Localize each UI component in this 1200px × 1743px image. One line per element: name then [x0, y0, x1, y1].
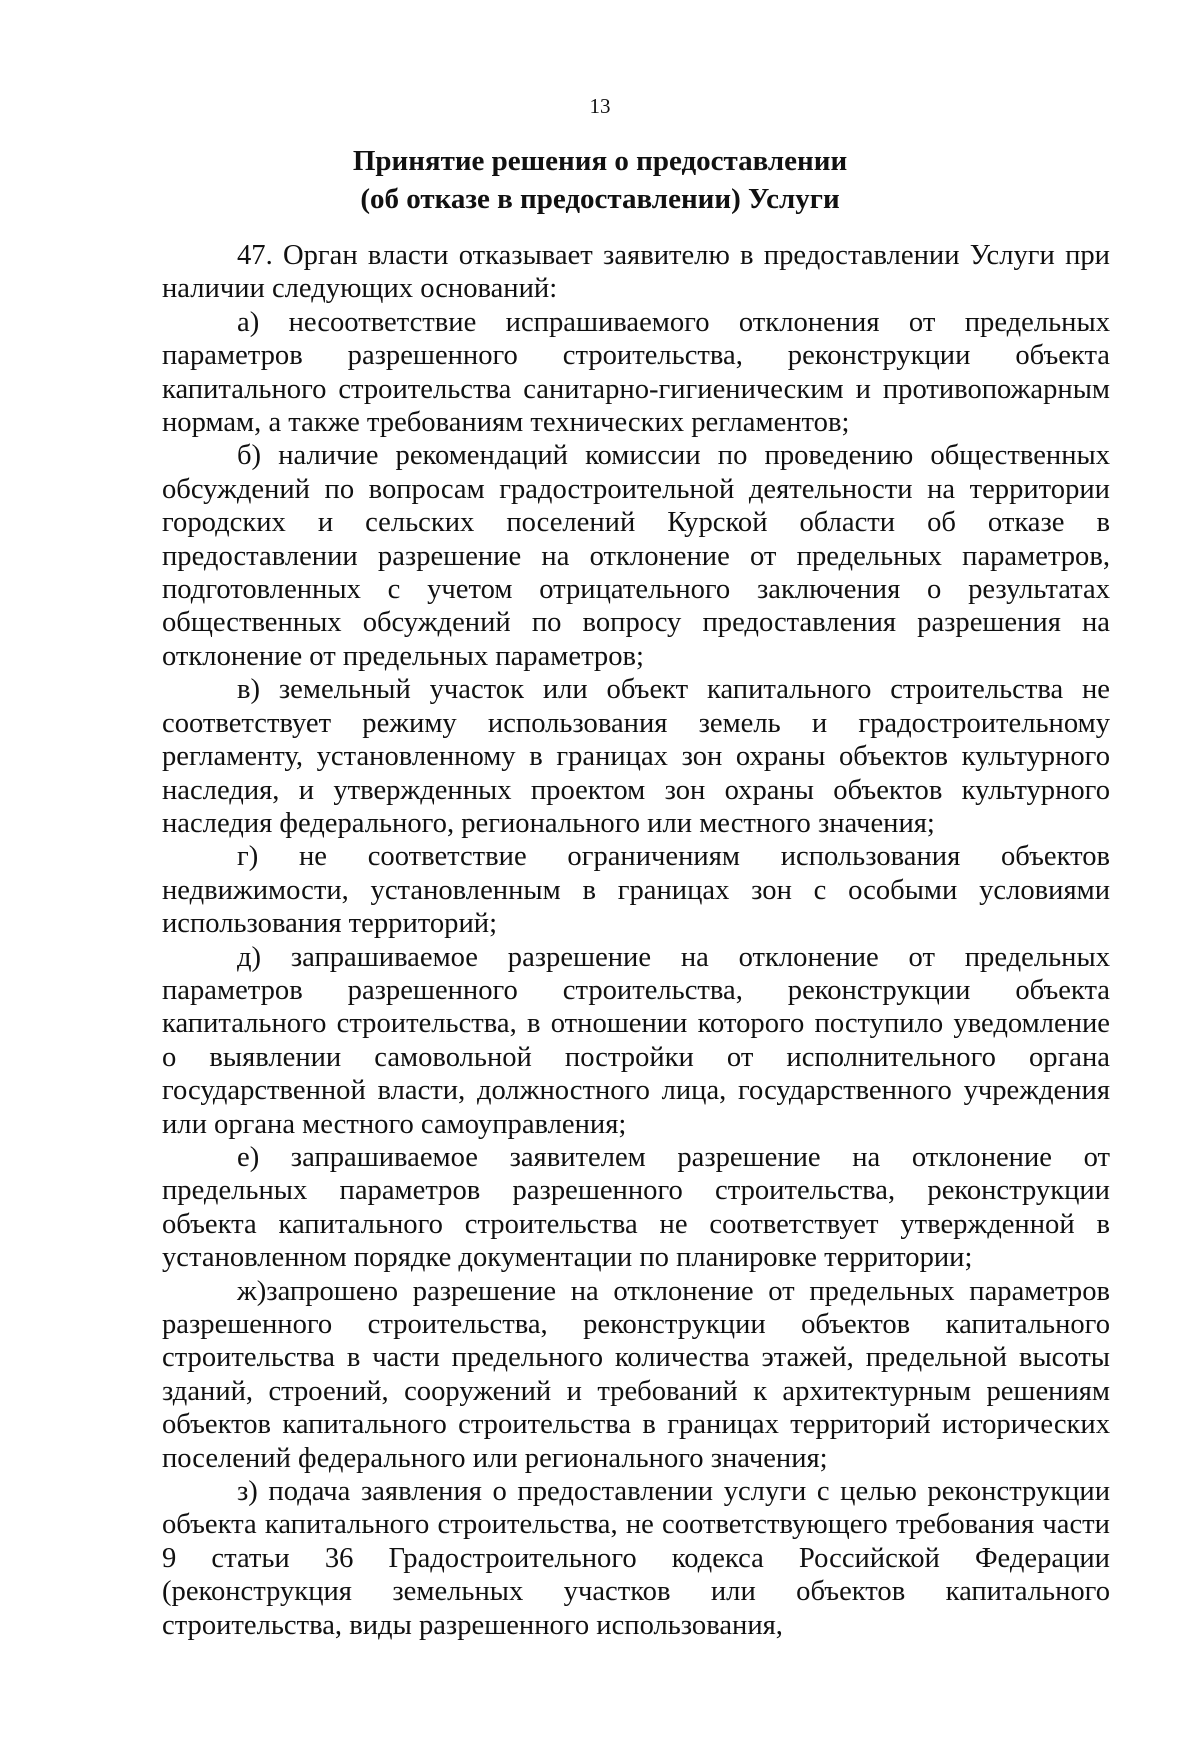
paragraph-b: б) наличие рекомендаций комиссии по проведению общественных обсуждений по вопросам градостроительной деятельности на территории городских и сельских поселений Курской области об отказе в предоставлении разрешение на отклонение от предельных параметров, подготовленных с учетом отрицательного заключения о результатах общественных обсуждений по вопросу предоставления разрешения на отклонение от предельных параметров; [162, 440, 1110, 672]
section-title-line-1: Принятие решения о предоставлении [352, 145, 848, 177]
paragraph-a: а) несоответствие испрашиваемого отклонения от предельных параметров разрешенного строительства, реконструкции объекта капитального строительства санитарно-гигиеническим и противопожарным нормам, а также требованиям технических регламентов; [162, 306, 1110, 439]
paragraph-zh: ж)запрошено разрешение на отклонение от предельных параметров разрешенного строительства, реконструкции объектов капитального строительства в части предельного количества этажей, предельной высоты зданий, строений, сооружений и требований к архитектурным решениям объектов капитального строительства в границах территорий исторических поселений федерального или регионального значения; [162, 1275, 1110, 1474]
paragraph-z: з) подача заявления о предоставлении услуги с целью реконструкции объекта капитального строительства, не соответствующего требования части 9 статьи 36 Градостроительного кодекса Российской Федерации (реконструкция земельных участков или объектов капитального строительства, виды разрешенного использования, [162, 1476, 1110, 1641]
section-title-line-2: (об отказе в предоставлении) Услуги [360, 183, 840, 215]
paragraph-v: в) земельный участок или объект капитального строительства не соответствует режиму использования земель и градостроительному регламенту, установленному в границах зон охраны объектов культурного наследия, и утвержденных проектом зон охраны объектов культурного наследия федерального, регионального или местного значения; [162, 674, 1110, 839]
page-number: 13 [589, 94, 611, 118]
document-body [162, 239, 1110, 1642]
paragraph-e: е) запрашиваемое заявителем разрешение на отклонение от предельных параметров разрешенного строительства, реконструкции объекта капитального строительства не соответствует утвержденной в установленном порядке документации по планировке территории; [162, 1141, 1110, 1274]
section-title [0, 142, 1200, 218]
paragraph-47: 47. Орган власти отказывает заявителю в предоставлении Услуги при наличии следующих оснований: [162, 240, 1110, 305]
paragraph-d: д) запрашиваемое разрешение на отклонение от предельных параметров разрешенного строительства, реконструкции объекта капитального строительства, в отношении которого поступило уведомление о выявлении самовольной постройки от исполнительного органа государственной власти, должностного лица, государственного учреждения или органа местного самоуправления; [162, 941, 1110, 1140]
paragraph-g: г) не соответствие ограничениям использования объектов недвижимости, установленным в границах зон с особыми условиями использования территорий; [162, 841, 1110, 940]
